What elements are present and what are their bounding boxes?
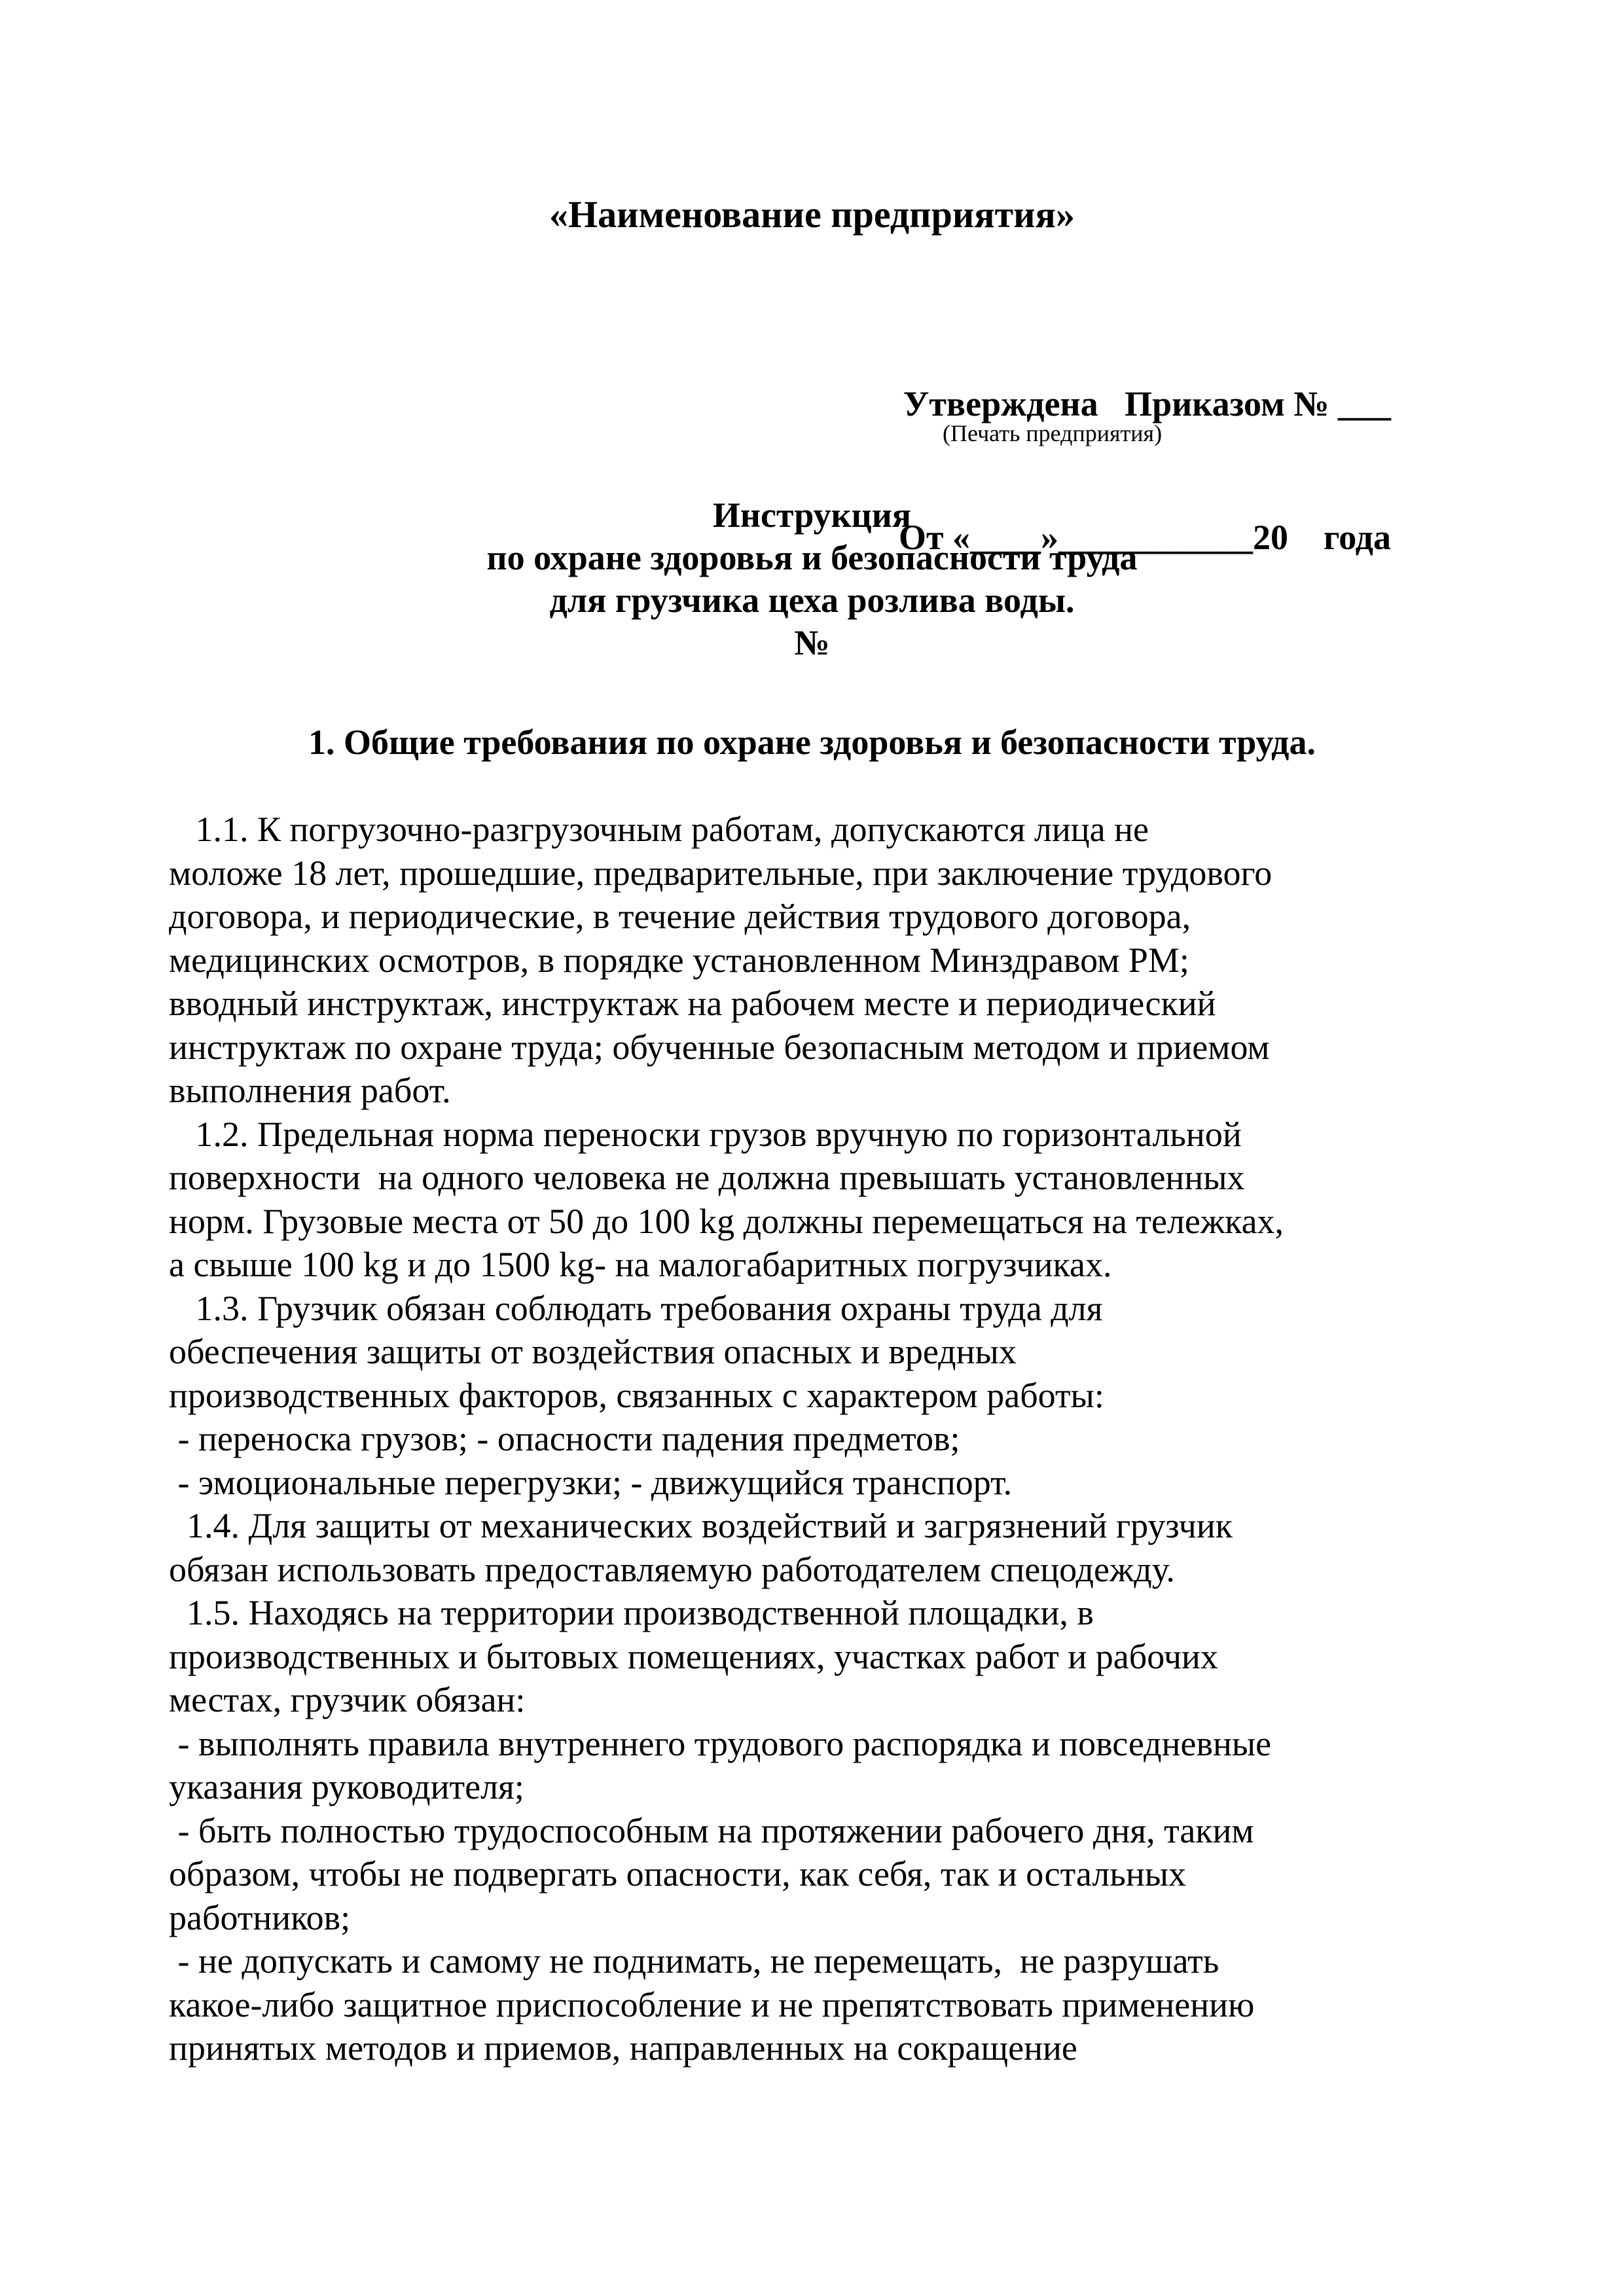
body-line: договора, и периодические, в течение действия трудового договора,: [169, 897, 1191, 936]
body-line: медицинских осмотров, в порядке установленном Минздравом РМ;: [169, 940, 1189, 980]
body-line: работников;: [169, 1897, 351, 1937]
body-line: а свыше 100 kg и до 1500 kg- на малогабаритных погрузчиках.: [169, 1245, 1112, 1284]
body-line: 1.2. Предельная норма переноски грузов вручную по горизонтальной: [169, 1114, 1242, 1154]
body-line: какое-либо защитное приспособление и не препятствовать применению: [169, 1984, 1255, 2024]
body-line: образом, чтобы не подвергать опасности, как себя, так и остальных: [169, 1854, 1187, 1893]
body-line: выполнения работ.: [169, 1071, 451, 1110]
body-line: - переноска грузов; - опасности падения предметов;: [169, 1419, 960, 1458]
body-line: указания руководителя;: [169, 1767, 524, 1806]
body-line: местах, грузчик обязан:: [169, 1680, 526, 1719]
body-line: производственных и бытовых помещениях, участках работ и рабочих: [169, 1636, 1218, 1676]
body-line: обеспечения защиты от воздействия опасных и вредных: [169, 1332, 1017, 1371]
body-line: производственных факторов, связанных с характером работы:: [169, 1375, 1104, 1415]
title-line: Инструкция: [712, 495, 912, 535]
document-title: [0, 494, 1624, 664]
body-line: - эмоциональные перегрузки; - движущийся транспорт.: [169, 1462, 1013, 1502]
body-line: норм. Грузовые места от 50 до 100 kg должны перемещаться на тележках,: [169, 1201, 1284, 1241]
body-text: [169, 808, 1465, 2070]
body-line: принятых методов и приемов, направленных на сокращение: [169, 2028, 1077, 2068]
approval-order-line: Утверждена Приказом № ___: [903, 384, 1391, 423]
section-heading: 1. Общие требования по охране здоровья и безопасности труда.: [308, 723, 1316, 762]
body-line: поверхности на одного человека не должна превышать установленных: [169, 1158, 1245, 1197]
title-line: по охране здоровья и безопасности труда: [486, 538, 1138, 577]
body-line: вводный инструктаж, инструктаж на рабочем месте и периодический: [169, 984, 1216, 1023]
body-line: обязан использовать предоставляемую работодателем спецодежду.: [169, 1549, 1175, 1589]
title-line: для грузчика цеха розлива воды.: [549, 581, 1075, 620]
body-line: 1.3. Грузчик обязан соблюдать требования охраны труда для: [169, 1288, 1103, 1328]
body-line: 1.1. К погрузочно-разгрузочным работам, допускаются лица не: [169, 810, 1149, 849]
approval-date-line: От «____»___________20 года: [899, 518, 1391, 557]
seal-note: (Печать предприятия): [943, 420, 1163, 446]
body-line: - выполнять правила внутреннего трудового распорядка и повседневные: [169, 1723, 1272, 1763]
company-name: «Наименование предприятия»: [549, 193, 1075, 236]
body-line: - не допускать и самому не поднимать, не перемещать, не разрушать: [169, 1941, 1219, 1981]
body-line: моложе 18 лет, прошедшие, предварительные, при заключение трудового: [169, 853, 1272, 893]
body-line: - быть полностью трудоспособным на протяжении рабочего дня, таким: [169, 1810, 1254, 1850]
body-line: 1.4. Для защиты от механических воздействий и загрязнений грузчик: [169, 1506, 1233, 1545]
body-line: 1.5. Находясь на территории производственной площадки, в: [169, 1593, 1094, 1632]
body-line: инструктаж по охране труда; обученные безопасным методом и приемом: [169, 1027, 1270, 1067]
title-number: №: [794, 623, 830, 662]
